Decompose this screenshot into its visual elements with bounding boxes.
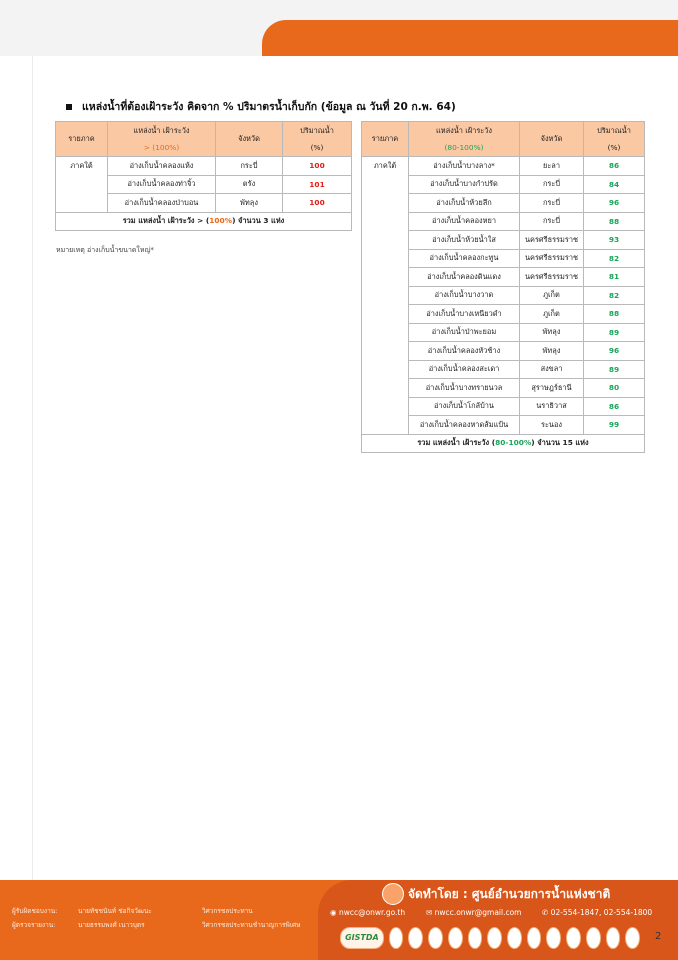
source-cell: อ่างเก็บน้ำบางกำปรัด (409, 175, 520, 194)
header-orange-bar (262, 20, 678, 56)
region-cell: ภาคใต้ (56, 157, 108, 213)
volume-cell: 84 (584, 175, 645, 194)
phone-icon: ✆ (542, 908, 551, 917)
province-cell: พัทลุง (520, 323, 584, 342)
bullet-icon (66, 104, 72, 110)
source-cell: อ่างเก็บน้ำคลองกะทูน (409, 249, 520, 268)
water-drop-mascot-icon (382, 883, 404, 905)
province-cell: ตรัง (216, 175, 283, 194)
reviewer-label: ผู้รับผิดชอบงาน: (12, 907, 58, 915)
table-row (362, 157, 645, 176)
reporter-names: นายธรรมพงศ์ เนาวบุตร (78, 921, 145, 929)
col-volume: ปริมาณน้ำ (584, 122, 645, 140)
province-cell: ระนอง (520, 416, 584, 435)
province-cell: นครศรีธรรมราช (520, 231, 584, 250)
col-source-range: > (100%) (108, 139, 216, 157)
volume-cell: 101 (283, 175, 352, 194)
volume-cell: 93 (584, 231, 645, 250)
gistda-logo-icon: GISTDA (340, 927, 384, 949)
province-cell: กระบี่ (216, 157, 283, 176)
volume-cell: 100 (283, 157, 352, 176)
volume-cell: 86 (584, 157, 645, 176)
province-cell: สุราษฎร์ธานี (520, 379, 584, 398)
col-source: แหล่งน้ำ เฝ้าระวัง (108, 122, 216, 140)
source-cell: อ่างเก็บน้ำบางวาด (409, 286, 520, 305)
source-cell: อ่างเก็บน้ำคลองสะเดา (409, 360, 520, 379)
source-cell: อ่างเก็บน้ำคลองป่าบอน (108, 194, 216, 213)
province-cell: ภูเก็ต (520, 286, 584, 305)
website-contact[interactable]: ◉ nwcc@onwr.go.th (330, 908, 406, 917)
volume-cell: 96 (584, 194, 645, 213)
col-province: จังหวัด (216, 122, 283, 157)
source-cell: อ่างเก็บน้ำป่าพะยอม (409, 323, 520, 342)
agency-logo-icon (586, 927, 601, 949)
volume-cell: 89 (584, 323, 645, 342)
source-cell: อ่างเก็บน้ำบางทรายนวล (409, 379, 520, 398)
volume-cell: 82 (584, 286, 645, 305)
total-cell: รวม แหล่งน้ำ เฝ้าระวัง (80-100%) จำนวน 15 แห่ง (362, 434, 645, 453)
col-volume-unit: (%) (283, 139, 352, 157)
agency-logo-icon (606, 927, 621, 949)
province-cell: กระบี่ (520, 175, 584, 194)
agency-logo-icon (448, 927, 463, 949)
province-cell: ยะลา (520, 157, 584, 176)
province-cell: กระบี่ (520, 194, 584, 213)
volume-cell: 89 (584, 360, 645, 379)
volume-cell: 82 (584, 249, 645, 268)
table-header-row (56, 122, 352, 140)
section-heading: แหล่งน้ำที่ต้องเฝ้าระวัง คิดจาก % ปริมาตรน้ำเก็บกัก (ข้อมูล ณ วันที่ 20 ก.พ. 64) (66, 98, 456, 115)
col-province: จังหวัด (520, 122, 584, 157)
volume-cell: 80 (584, 379, 645, 398)
source-cell: อ่างเก็บน้ำคลองหยา (409, 212, 520, 231)
reviewer-title: วิศวกรชลประทาน (202, 907, 253, 915)
province-cell: นราธิวาส (520, 397, 584, 416)
source-cell: อ่างเก็บน้ำคลองแห้ง (108, 157, 216, 176)
watch-table (361, 121, 645, 453)
produced-by: จัดทำโดย : ศูนย์อำนวยการน้ำแห่งชาติ (408, 887, 611, 901)
source-cell: อ่างเก็บน้ำคลองหาดส้มแป้น (409, 416, 520, 435)
agency-logo-icon (625, 927, 640, 949)
source-cell: อ่างเก็บน้ำคลองหัวช้าง (409, 342, 520, 361)
volume-cell: 96 (584, 342, 645, 361)
reviewer-names: นายทัชชนันท์ ช่อกิจวัฒนะ (78, 907, 152, 915)
col-volume-unit: (%) (584, 139, 645, 157)
email-contact[interactable]: ✉ nwcc.onwr@gmail.com (426, 908, 522, 917)
province-cell: ภูเก็ต (520, 305, 584, 324)
agency-logo-icon (468, 927, 483, 949)
source-cell: อ่างเก็บน้ำห้วยลึก (409, 194, 520, 213)
source-cell: อ่างเก็บน้ำโกลับ้าน (409, 397, 520, 416)
volume-cell: 88 (584, 305, 645, 324)
margin-rule (32, 56, 33, 881)
source-cell: อ่างเก็บน้ำคลองดินแดง (409, 268, 520, 287)
agency-logo-icon (487, 927, 502, 949)
agency-logo-icon (566, 927, 581, 949)
col-region: รายภาค (56, 122, 108, 157)
source-cell: อ่างเก็บน้ำบางลาง* (409, 157, 520, 176)
province-cell: พัทลุง (520, 342, 584, 361)
agency-logo-icon (546, 927, 561, 949)
source-cell: อ่างเก็บน้ำคลองท่าจิ้ว (108, 175, 216, 194)
province-cell: นครศรีธรรมราช (520, 249, 584, 268)
col-source-range: (80-100%) (409, 139, 520, 157)
province-cell: กระบี่ (520, 212, 584, 231)
volume-cell: 100 (283, 194, 352, 213)
province-cell: พัทลุง (216, 194, 283, 213)
mail-icon: ✉ (426, 908, 435, 917)
province-cell: นครศรีธรรมราช (520, 268, 584, 287)
page-number: 2 (655, 931, 662, 942)
agency-logo-icon (527, 927, 542, 949)
total-cell: รวม แหล่งน้ำ เฝ้าระวัง > (100%) จำนวน 3 แห่ง (56, 212, 352, 231)
table-header-row (362, 122, 645, 140)
table-note: หมายเหตุ อ่างเก็บน้ำขนาดใหญ่* (56, 246, 154, 254)
region-cell: ภาคใต้ (362, 157, 409, 435)
table-row (56, 157, 352, 176)
agency-logo-icon (507, 927, 522, 949)
volume-cell: 81 (584, 268, 645, 287)
table-total-row (362, 434, 645, 453)
table-total-row (56, 212, 352, 231)
phone-contact: ✆ 02-554-1847, 02-554-1800 (542, 908, 653, 917)
col-source: แหล่งน้ำ เฝ้าระวัง (409, 122, 520, 140)
agency-logo-icon (408, 927, 423, 949)
col-region: รายภาค (362, 122, 409, 157)
volume-cell: 86 (584, 397, 645, 416)
col-volume: ปริมาณน้ำ (283, 122, 352, 140)
reporter-label: ผู้ตรวจรายงาน: (12, 921, 56, 929)
partner-logos (340, 926, 640, 950)
volume-cell: 99 (584, 416, 645, 435)
province-cell: สงขลา (520, 360, 584, 379)
source-cell: อ่างเก็บน้ำบางเหนียวดำ (409, 305, 520, 324)
volume-cell: 88 (584, 212, 645, 231)
agency-logo-icon (428, 927, 443, 949)
source-cell: อ่างเก็บน้ำห้วยน้ำใส (409, 231, 520, 250)
overflow-table (55, 121, 352, 231)
globe-icon: ◉ (330, 908, 339, 917)
agency-logo-icon (389, 927, 404, 949)
reporter-title: วิศวกรชลประทานชำนาญการพิเศษ (202, 921, 301, 929)
